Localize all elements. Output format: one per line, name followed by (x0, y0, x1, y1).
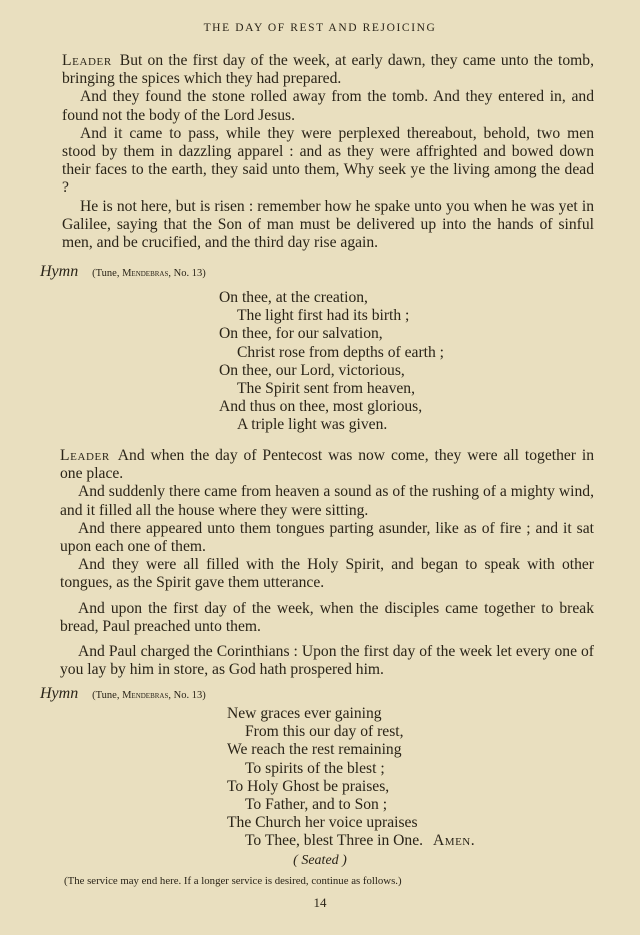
page-number: 14 (313, 895, 327, 910)
verse-line: New graces ever gaining (227, 705, 382, 722)
hymn-verse-2 (227, 705, 475, 851)
hymn-heading (40, 685, 206, 703)
verse-line: Christ rose from depths of earth ; (237, 343, 445, 361)
tune-reference: (Tune, Mendebras, No. 13) (92, 268, 206, 279)
verse-line: The Spirit sent from heaven, (237, 380, 415, 398)
service-note: (The service may end here. If a longer service is desired, continue as follows.) (64, 875, 402, 887)
hymn-heading (40, 263, 206, 281)
paragraph: And it came to pass, while they were perplexed thereabout, behold, two men stood by them in dazzling apparel : and as they were affrighted and bowed down their faces to the earth, they said unto them, Why seek ye the living among the dead ? (62, 124, 594, 197)
paragraph: And upon the first day of the week, when the disciples came together to break bread, Paul preached unto them. (60, 599, 594, 635)
paragraph: And they found the stone rolled away from the tomb. And they entered in, and found not the body of the Lord Jesus. (62, 88, 594, 124)
verse-line: To Thee, blest Three in One. Amen. (245, 832, 476, 850)
paragraph: He is not here, but is risen : remember how he spake unto you when he was yet in Galilee, saying that the Son of man must be delivered up into the hands of sinful men, and be crucified, and the third day rise again. (62, 197, 594, 252)
paragraph: Leader And when the day of Pentecost was now come, they were all together in one place. (60, 447, 594, 483)
amen: Amen. (433, 832, 476, 850)
paragraph: Leader But on the first day of the week, at early dawn, they came unto the tomb, bringing the spices which they had prepared. (62, 52, 594, 88)
verse-line: To Father, and to Son ; (245, 796, 388, 814)
hymn-label: Hymn (40, 263, 79, 280)
seated-direction: ( Seated ) (293, 853, 347, 868)
reading-section-2 (60, 447, 594, 679)
verse-line: The Church her voice upraises (227, 814, 418, 832)
verse-line: And thus on thee, most glorious, (219, 398, 423, 416)
paragraph: And they were all filled with the Holy Spirit, and began to speak with other tongues, as the Spirit gave them utterance. (60, 556, 594, 592)
verse-line: The light first had its birth ; (237, 307, 410, 325)
paragraph: And there appeared unto them tongues parting asunder, like as of fire ; and it sat upon each one of them. (60, 519, 594, 556)
verse-line: On thee, at the creation, (219, 289, 368, 306)
verse-line: From this our day of rest, (245, 723, 404, 741)
speaker-label: Leader (60, 447, 110, 464)
verse-line: To Holy Ghost be praises, (227, 777, 390, 795)
verse-line: To spirits of the blest ; (245, 759, 385, 777)
verse-line: On thee, our Lord, victorious, (219, 361, 405, 379)
tune-reference: (Tune, Mendebras, No. 13) (92, 690, 206, 701)
verse-line: On thee, for our salvation, (219, 325, 383, 343)
paragraph: And suddenly there came from heaven a sound as of the rushing of a mighty wind, and it filled all the house where they were sitting. (60, 483, 594, 519)
speaker-label: Leader (62, 52, 112, 69)
reading-section-1 (62, 52, 594, 252)
hymn-verse-1 (219, 289, 444, 435)
verse-line: We reach the rest remaining (227, 741, 402, 759)
paragraph: And Paul charged the Corinthians : Upon the first day of the week let every one of you lay by him in store, as God hath prospered him. (60, 643, 594, 679)
verse-line: A triple light was given. (237, 416, 388, 434)
hymn-label: Hymn (40, 685, 79, 702)
running-head: THE DAY OF REST AND REJOICING (203, 22, 437, 34)
